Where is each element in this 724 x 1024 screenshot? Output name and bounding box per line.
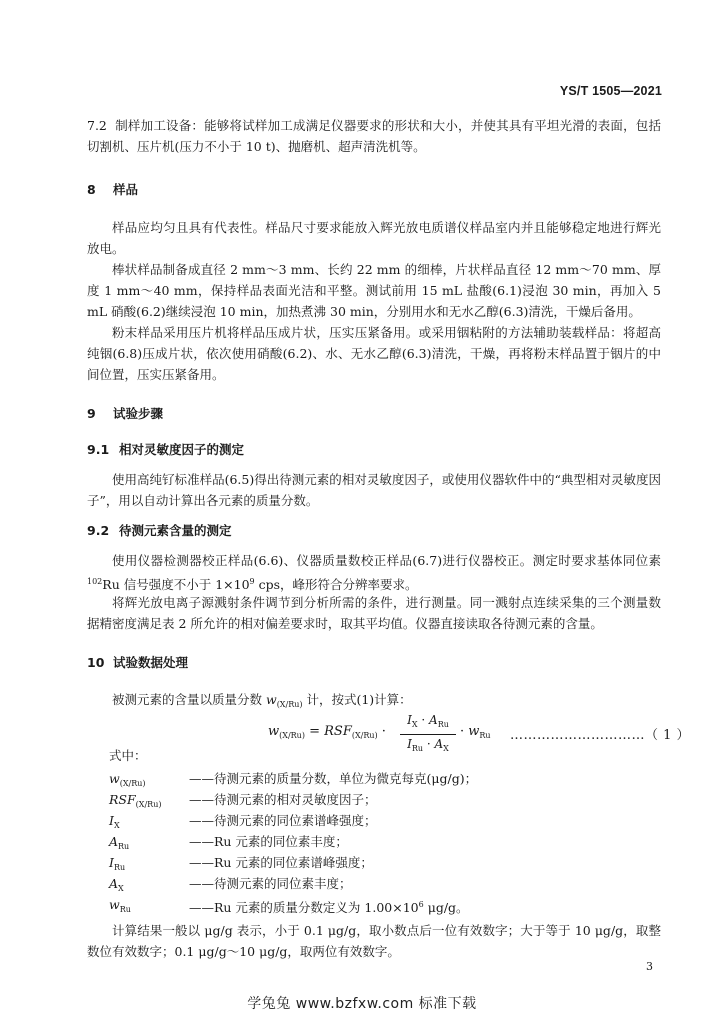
definition-text: ——Ru 元素的同位素谱峰强度；: [189, 855, 373, 870]
section-8-heading: [87, 180, 138, 198]
paragraph: 被测元素的含量以质量分数 $w_{(X/Ru)}$ 计，按式(1)计算：: [112, 692, 412, 709]
watermark: 学兔兔 www.bzfxw.com 标准下载: [247, 996, 477, 1012]
section-title: 相对灵敏度因子的测定: [119, 442, 245, 457]
formula-lhs: $w_{(X/Ru)} = RSF_{(X/Ru)}$ ·: [268, 724, 386, 740]
formula-rhs: · $w_{Ru}$: [460, 724, 491, 740]
definition-text: ——待测元素的相对灵敏度因子；: [189, 792, 377, 807]
paragraph: 样品应均匀且具有代表性。样品尺寸要求能放入辉光放电质谱仪样品室内并且能够稳定地进行辉光放电。: [87, 220, 661, 256]
paragraph: 粉末样品采用压片机将样品压成片状，压实压紧备用。或采用铟粘附的方法辅助装载样品：将超高纯铟(6.8)压成片状，依次使用硝酸(6.2)、水、无水乙醇(6.3)清洗，干燥，再将粉末样品置于铟片的中间位置，压实压紧备用。: [87, 325, 661, 382]
section-number: 9: [87, 406, 96, 421]
definition-row: [109, 831, 669, 852]
definition-row: [109, 768, 669, 789]
definition-text: ——Ru 元素的质量分数定义为 $1.00\times 10^6$ μg/g。: [189, 900, 469, 915]
page-number: 3: [646, 960, 653, 973]
paragraph: 计算结果一般以 μg/g 表示，小于 0.1 μg/g，取小数点后一位有效数字；大于等于 10 μg/g，取整数位有效数字；0.1 μg/g～10 μg/g，取两位有效数字。: [87, 923, 661, 959]
clause-text: 制样加工设备：能够将试样加工成满足仪器要求的形状和大小，并使其具有平坦光滑的表面，包括切割机、压片机(压力不小于 10 t)、抛磨机、超声清洗机等。: [87, 118, 661, 154]
definition-symbol: $I_{Ru}$: [109, 855, 126, 872]
fraction-bar: [400, 734, 456, 735]
definition-row: [109, 789, 669, 810]
where-label: 式中：: [109, 748, 147, 763]
section-number: 9.2: [87, 523, 110, 538]
paragraph: 使用高纯钌标准样品(6.5)得出待测元素的相对灵敏度因子，或使用仪器软件中的“典型相对灵敏度因子”，用以自动计算出各元素的质量分数。: [87, 472, 661, 508]
section-number: 10: [87, 655, 105, 670]
definition-symbol: $w_{Ru}$: [109, 897, 131, 914]
section-9-1-heading: [87, 440, 244, 458]
fraction-denominator: $I_{Ru} \cdot A_X$: [407, 737, 449, 753]
definition-row: [109, 873, 669, 894]
definition-symbol: $I_X$: [109, 813, 120, 830]
section-number: 9.1: [87, 442, 110, 457]
definition-symbol: $A_X$: [109, 876, 124, 893]
formula-1: [268, 712, 691, 753]
definition-list: [109, 768, 669, 915]
equation-number: …………………………（ 1 ）: [510, 728, 691, 743]
definition-text: ——待测元素的质量分数，单位为微克每克(μg/g)；: [189, 771, 478, 786]
definition-row: [109, 810, 669, 831]
definition-row: [109, 894, 669, 915]
section-title: 待测元素含量的测定: [119, 523, 232, 538]
section-9-2-heading: [87, 521, 232, 539]
definition-row: [109, 852, 669, 873]
definition-symbol: $RSF_{(X/Ru)}$: [109, 792, 162, 809]
standard-number: YS/T 1505—2021: [559, 84, 662, 98]
paragraph: 使用仪器检测器校正样品(6.6)、仪器质量数校正样品(6.7)进行仪器校正。测定时要求基体同位素$^{102}$Ru 信号强度不小于 $1\times 10^9$ cps，峰形符合分辨率要求。: [87, 553, 661, 592]
definition-symbol: $A_{Ru}$: [109, 834, 130, 851]
formula-fraction: [398, 712, 458, 757]
clause-7-2: [87, 115, 661, 157]
fraction-numerator: $I_X \cdot A_{Ru}$: [407, 713, 449, 729]
clause-number: 7.2: [87, 118, 107, 133]
definition-text: ——Ru 元素的同位素丰度；: [189, 834, 348, 849]
paragraph: 棒状样品制备成直径 2 mm～3 mm、长约 22 mm 的细棒，片状样品直径 12 mm～70 mm、厚度 1 mm～40 mm，保持样品表面光洁和平整。测试前用 15 mL 盐酸(6.1)浸泡 30 min，再加入 5 mL 硝酸(6.2)继续浸泡 10 min，加热煮沸 30 min，分别用水和无水乙醇(6.3)清洗，干燥后备用。: [87, 262, 661, 319]
paragraph: 将辉光放电离子源溅射条件调节到分析所需的条件，进行测量。同一溅射点连续采集的三个测量数据精密度满足表 2 所允许的相对偏差要求时，取其平均值。仪器直接读取各待测元素的含量。: [87, 595, 661, 631]
section-10-heading: [87, 653, 188, 671]
section-title: 样品: [113, 182, 139, 197]
definition-symbol: $w_{(X/Ru)}$: [109, 771, 146, 788]
section-number: 8: [87, 182, 96, 197]
definition-text: ——待测元素的同位素丰度；: [189, 876, 352, 891]
section-title: 试验步骤: [113, 406, 164, 421]
definition-text: ——待测元素的同位素谱峰强度；: [189, 813, 377, 828]
section-title: 试验数据处理: [113, 655, 189, 670]
section-9-heading: [87, 404, 163, 422]
